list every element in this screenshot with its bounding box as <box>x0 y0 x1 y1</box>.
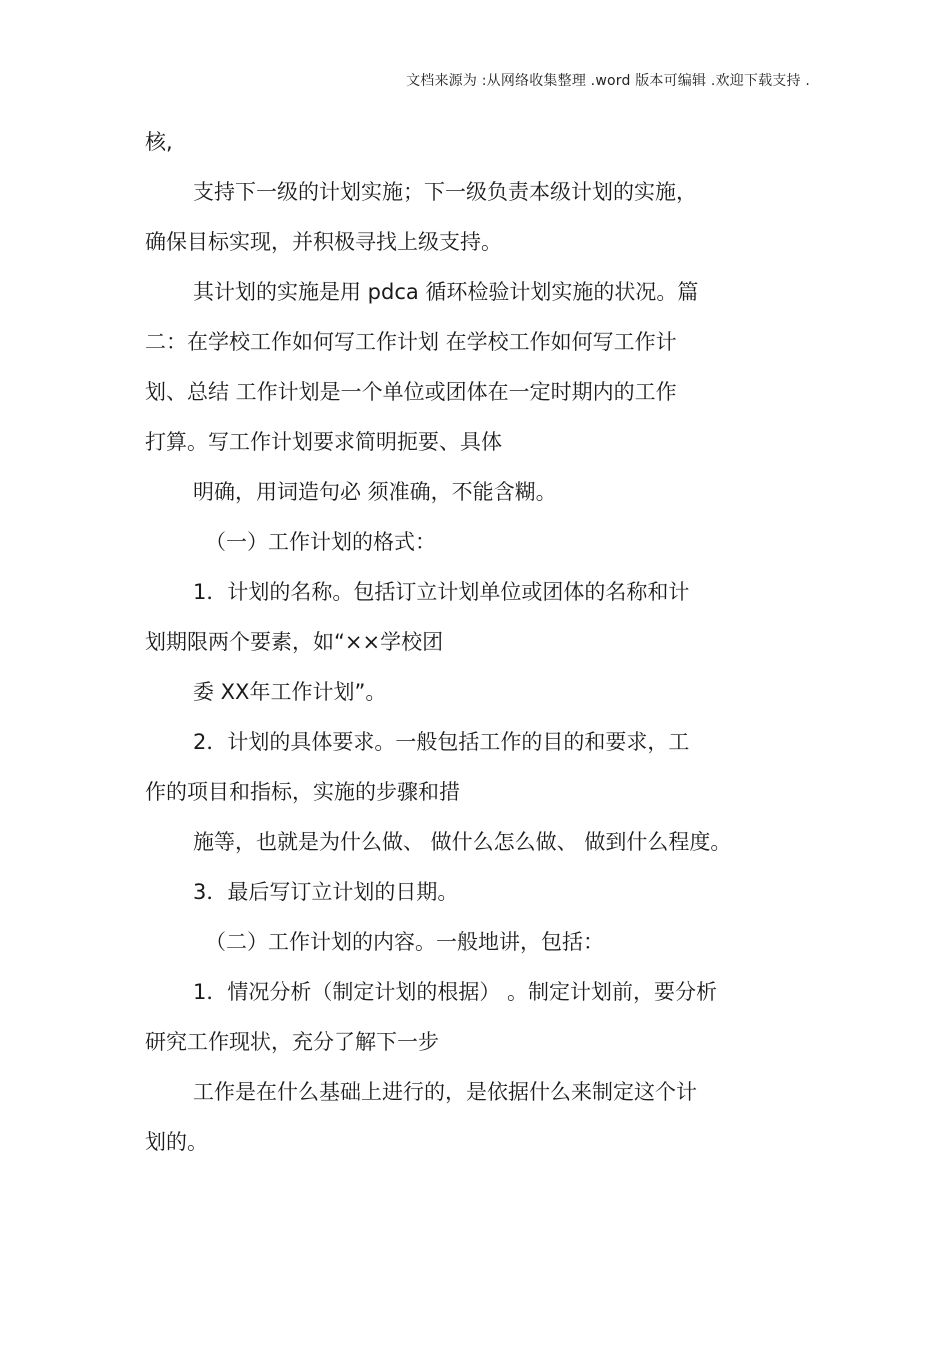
body-line-19: 研究工作现状，充分了解下一步 <box>145 1030 439 1054</box>
body-line-8: 明确，用词造句必 须准确，不能含糊。 <box>193 480 557 504</box>
body-line-4: 其计划的实施是用 pdca 循环检验计划实施的状况。篇 <box>193 280 699 304</box>
body-line-14: 作的项目和指标，实施的步骤和措 <box>145 780 460 804</box>
body-line-9: （一）工作计划的格式： <box>205 530 436 554</box>
body-line-13: 2．计划的具体要求。一般包括工作的目的和要求，工 <box>193 730 690 754</box>
body-line-5: 二：在学校工作如何写工作计划 在学校工作如何写工作计 <box>145 330 677 354</box>
body-line-12: 委 XX年工作计划”。 <box>193 680 387 704</box>
body-line-7: 打算。写工作计划要求简明扼要、具体 <box>145 430 502 454</box>
body-line-16: 3．最后写订立计划的日期。 <box>193 880 459 904</box>
body-line-21: 划的。 <box>145 1130 208 1154</box>
body-line-6: 划、总结 工作计划是一个单位或团体在一定时期内的工作 <box>145 380 677 404</box>
body-line-2: 支持下一级的计划实施；下一级负责本级计划的实施， <box>193 180 697 204</box>
body-line-17: （二）工作计划的内容。一般地讲，包括： <box>205 930 604 954</box>
body-line-15: 施等，也就是为什么做、 做什么怎么做、 做到什么程度。 <box>193 830 732 854</box>
body-line-11: 划期限两个要素，如“××学校团 <box>145 630 444 654</box>
body-line-18: 1．情况分析（制定计划的根据） 。制定计划前，要分析 <box>193 980 718 1004</box>
body-line-10: 1．计划的名称。包括订立计划单位或团体的名称和计 <box>193 580 690 604</box>
page-header-source-note: 文档来源为 :从网络收集整理 .word 版本可编辑 .欢迎下载支持 . <box>406 73 810 89</box>
body-line-3: 确保目标实现，并积极寻找上级支持。 <box>145 230 502 254</box>
body-line-1: 核, <box>145 130 173 154</box>
body-line-20: 工作是在什么基础上进行的，是依据什么来制定这个计 <box>193 1080 697 1104</box>
